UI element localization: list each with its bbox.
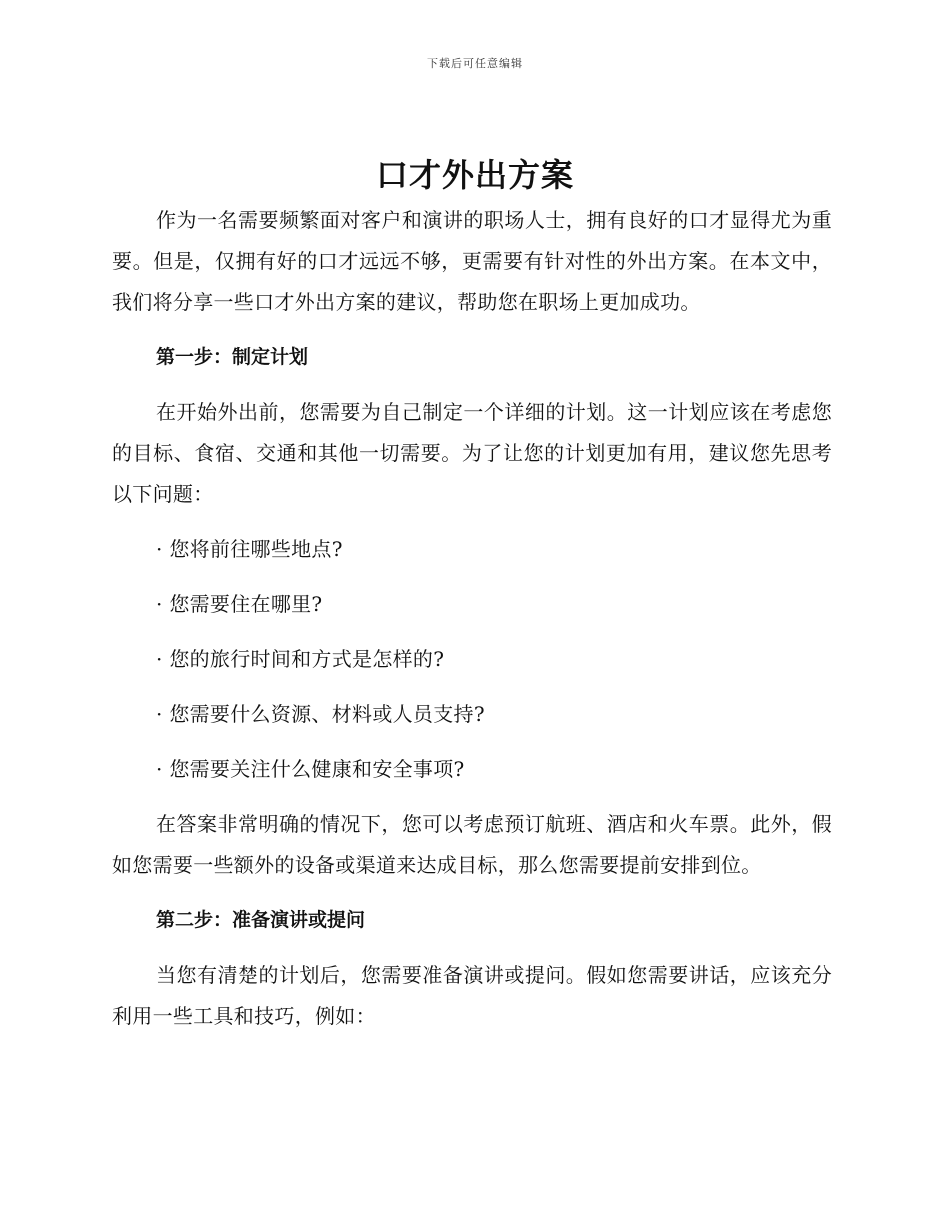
intro-paragraph: 作为一名需要频繁面对客户和演讲的职场人士，拥有良好的口才显得尤为重要。但是，仅拥有好的口才远远不够，更需要有针对性的外出方案。在本文中，我们将分享一些口才外出方案的建议，帮助您在职场上更加成功。 bbox=[112, 208, 832, 314]
step1-heading: 第一步：制定计划 bbox=[156, 346, 309, 368]
step1-followup-paragraph: 在答案非常明确的情况下，您可以考虑预订航班、酒店和火车票。此外，假如您需要一些额外的设备或渠道来达成目标，那么您需要提前安排到位。 bbox=[112, 812, 832, 877]
bullet-item: · 您将前往哪些地点? bbox=[156, 537, 343, 561]
document-body bbox=[112, 200, 832, 1051]
step2-heading: 第二步：准备演讲或提问 bbox=[156, 909, 366, 931]
bullet-item: · 您的旅行时间和方式是怎样的? bbox=[156, 647, 445, 671]
step2-paragraph: 当您有清楚的计划后，您需要准备演讲或提问。假如您需要讲话，应该充分利用一些工具和技巧，例如： bbox=[112, 963, 832, 1028]
header-note: 下载后可任意编辑 bbox=[427, 57, 523, 70]
bullet-item: · 您需要关注什么健康和安全事项? bbox=[156, 757, 465, 781]
document-title: 口才外出方案 bbox=[375, 156, 574, 194]
bullet-item: · 您需要住在哪里? bbox=[156, 592, 323, 616]
bullet-item: · 您需要什么资源、材料或人员支持? bbox=[156, 702, 485, 726]
step1-paragraph: 在开始外出前，您需要为自己制定一个详细的计划。这一计划应该在考虑您的目标、食宿、交通和其他一切需要。为了让您的计划更加有用，建议您先思考以下问题： bbox=[112, 400, 832, 506]
